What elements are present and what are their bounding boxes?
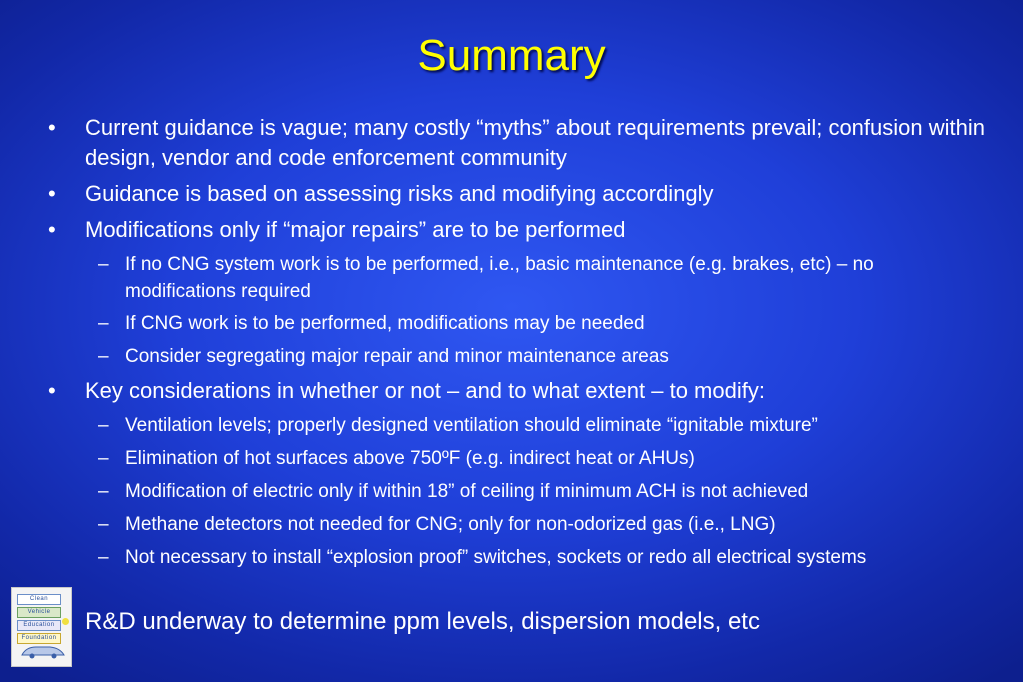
logo-line: Education — [17, 620, 61, 631]
dash-marker: – — [98, 254, 109, 275]
bullet-text: Current guidance is vague; many costly “myths” about requirements prevail; confusion within design, vendor and code enforcement community — [85, 115, 985, 170]
sub-bullet-text: Ventilation levels; properly designed ventilation should eliminate “ignitable mixture” — [125, 415, 818, 436]
vehicle-icon — [20, 643, 66, 659]
dash-marker: – — [98, 547, 109, 568]
dash-marker: – — [98, 346, 109, 367]
logo-text-stack — [17, 594, 61, 646]
sun-icon — [62, 618, 69, 625]
bullet-text: Key considerations in whether or not – and to what extent – to modify: — [85, 378, 765, 403]
sub-bullet-text: Modification of electric only if within 18” of ceiling if minimum ACH is not achieved — [125, 481, 809, 502]
bullet-text: Modifications only if “major repairs” are to be performed — [85, 217, 626, 242]
sub-bullet-text: Elimination of hot surfaces above 750ºF (e.g. indirect heat or AHUs) — [125, 448, 695, 469]
bullet-marker: • — [48, 115, 56, 140]
sub-bullet-text: If CNG work is to be performed, modifications may be needed — [125, 313, 645, 334]
bullet-text: R&D underway to determine ppm levels, dispersion models, etc — [85, 608, 760, 635]
bullet-text: Guidance is based on assessing risks and modifying accordingly — [85, 181, 714, 206]
dash-marker: – — [98, 415, 109, 436]
logo-line: Foundation — [17, 633, 61, 644]
bullet-marker: • — [48, 181, 56, 206]
clean-vehicle-education-foundation-logo — [11, 587, 72, 667]
bullet-marker: • — [48, 378, 56, 403]
dash-marker: – — [98, 481, 109, 502]
sub-bullet-text: Consider segregating major repair and minor maintenance areas — [125, 346, 669, 367]
dash-marker: – — [98, 313, 109, 334]
dash-marker: – — [98, 448, 109, 469]
logo-line: Vehicle — [17, 607, 61, 618]
sub-bullet-text: Not necessary to install “explosion proof” switches, sockets or redo all electrical systems — [125, 547, 867, 568]
sub-bullet-text: If no CNG system work is to be performed, i.e., basic maintenance (e.g. brakes, etc) – no modifications required — [125, 254, 874, 302]
bullet-marker: • — [48, 217, 56, 242]
dash-marker: – — [98, 514, 109, 535]
logo-line: Clean — [17, 594, 61, 605]
sub-bullet-text: Methane detectors not needed for CNG; only for non-odorized gas (i.e., LNG) — [125, 514, 776, 535]
slide-title: Summary — [417, 31, 606, 80]
